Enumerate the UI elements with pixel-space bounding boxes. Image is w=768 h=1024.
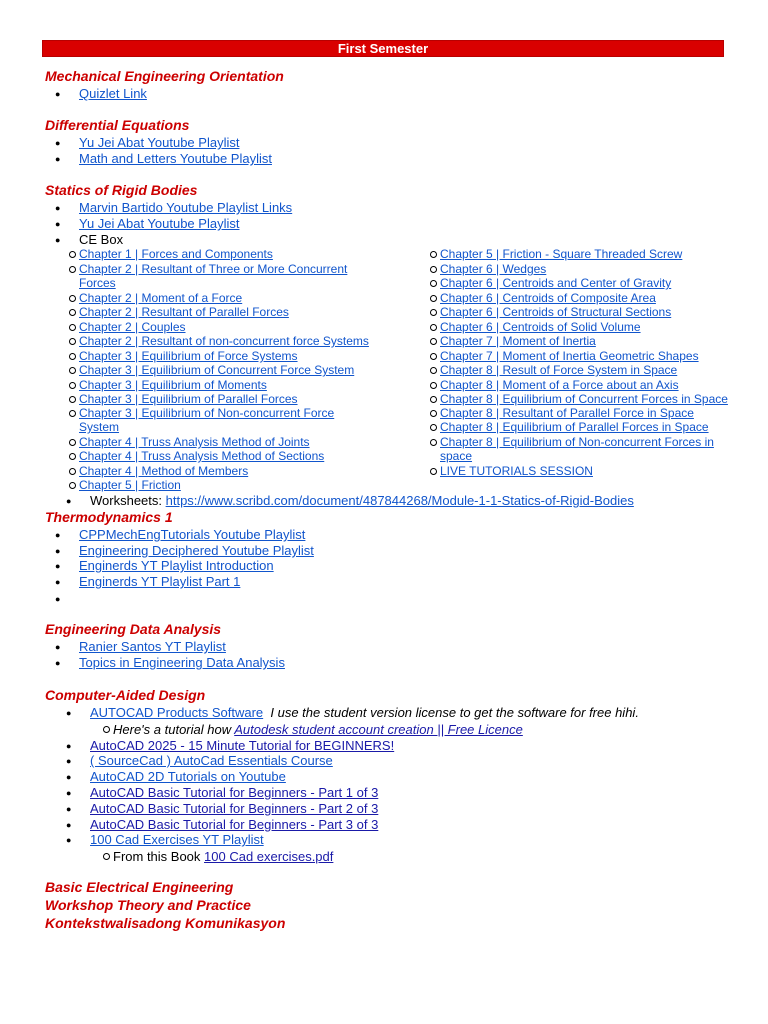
autodesk-account-link[interactable]: Autodesk student account creation || Free Licence: [234, 722, 523, 737]
chapter-link[interactable]: Chapter 6 | Centroids of Composite Area: [440, 291, 656, 305]
math-and-letters-playlist-link[interactable]: Math and Letters Youtube Playlist: [79, 151, 272, 166]
autocad-line: [90, 705, 639, 721]
chapter-link-continued[interactable]: System: [79, 420, 120, 434]
course-title-cad: Computer-Aided Design: [45, 687, 206, 703]
ce-box-label: ● CE Box: [79, 232, 123, 248]
enginerds-part1-link[interactable]: Enginerds YT Playlist Part 1: [79, 574, 241, 589]
chapter-link-continued[interactable]: space: [440, 449, 473, 463]
chapter-link[interactable]: Chapter 2 | Moment of a Force: [79, 291, 243, 305]
eda-topics-link[interactable]: Topics in Engineering Data Analysis: [79, 655, 285, 670]
chapter-link[interactable]: Chapter 3 | Equilibrium of Parallel Forces: [79, 392, 298, 406]
autocad-products-link[interactable]: AUTOCAD Products Software: [90, 705, 264, 720]
tutorial-line: [113, 722, 523, 737]
book-line: [113, 849, 333, 864]
chapter-link[interactable]: Chapter 6 | Centroids of Structural Sections: [440, 305, 672, 319]
chapter-link[interactable]: Chapter 8 | Equilibrium of Concurrent Forces in Space: [440, 392, 728, 406]
chapter-link[interactable]: Chapter 5 | Friction: [79, 478, 181, 492]
chapter-link[interactable]: Chapter 8 | Equilibrium of Parallel Forces in Space: [440, 420, 709, 434]
chapter-link[interactable]: Chapter 2 | Resultant of Three or More Concurrent: [79, 262, 348, 276]
book-prefix: From this Book: [113, 849, 205, 864]
autocad-basic-part1-link[interactable]: AutoCAD Basic Tutorial for Beginners - Part 1 of 3: [90, 785, 379, 800]
chapter-link[interactable]: Chapter 6 | Centroids and Center of Gravity: [440, 276, 672, 290]
empty-list-item: [79, 591, 80, 607]
worksheets-label: Worksheets:: [90, 493, 166, 508]
engineering-deciphered-link[interactable]: Engineering Deciphered Youtube Playlist: [79, 543, 314, 558]
worksheets-line: [90, 493, 634, 509]
course-title-workshop: Workshop Theory and Practice: [45, 897, 251, 913]
yu-jei-abat-playlist-link[interactable]: Yu Jei Abat Youtube Playlist: [79, 135, 240, 150]
chapter-link[interactable]: Chapter 4 | Method of Members: [79, 464, 249, 478]
course-title-komunikasyon: Kontekstwalisadong Komunikasyon: [45, 915, 286, 931]
worksheets-link[interactable]: https://www.scribd.com/document/487844268/Module-1-1-Statics-of-Rigid-Bodies: [165, 493, 634, 508]
chapter-link[interactable]: Chapter 2 | Resultant of non-concurrent force Systems: [79, 334, 369, 348]
chapter-link[interactable]: Chapter 8 | Moment of a Force about an Axis: [440, 378, 679, 392]
cad-exercises-pdf-link[interactable]: 100 Cad exercises.pdf: [204, 849, 334, 864]
chapter-link[interactable]: Chapter 2 | Resultant of Parallel Forces: [79, 305, 289, 319]
yu-jei-abat-statics-link[interactable]: Yu Jei Abat Youtube Playlist: [79, 216, 240, 231]
autocad-note: I use the student version license to get the software for free hihi.: [270, 705, 639, 720]
chapter-link[interactable]: Chapter 7 | Moment of Inertia: [440, 334, 596, 348]
chapter-link[interactable]: Chapter 4 | Truss Analysis Method of Sections: [79, 449, 325, 463]
chapter-link[interactable]: Chapter 3 | Equilibrium of Moments: [79, 378, 267, 392]
quizlet-link[interactable]: Quizlet Link: [79, 86, 147, 101]
chapter-link[interactable]: Chapter 2 | Couples: [79, 320, 186, 334]
marvin-bartido-playlist-link[interactable]: Marvin Bartido Youtube Playlist Links: [79, 200, 293, 215]
course-title-eda: Engineering Data Analysis: [45, 621, 222, 637]
sourcecad-link[interactable]: ( SourceCad ) AutoCad Essentials Course: [90, 753, 333, 768]
chapter-link[interactable]: Chapter 8 | Resultant of Parallel Force in Space: [440, 406, 694, 420]
chapter-link[interactable]: Chapter 3 | Equilibrium of Concurrent Force System: [79, 363, 355, 377]
course-title-basic-electrical: Basic Electrical Engineering: [45, 879, 234, 895]
chapter-link[interactable]: Chapter 4 | Truss Analysis Method of Joints: [79, 435, 310, 449]
live-tutorials-link[interactable]: LIVE TUTORIALS SESSION: [440, 464, 593, 478]
course-title-mech-orientation: Mechanical Engineering Orientation: [45, 68, 284, 84]
autocad-2025-link[interactable]: AutoCAD 2025 - 15 Minute Tutorial for BEGINNERS!: [90, 738, 395, 753]
chapter-link[interactable]: Chapter 6 | Centroids of Solid Volume: [440, 320, 641, 334]
chapter-link[interactable]: Chapter 7 | Moment of Inertia Geometric Shapes: [440, 349, 699, 363]
course-title-differential-equations: Differential Equations: [45, 117, 190, 133]
chapter-link[interactable]: Chapter 3 | Equilibrium of Force Systems: [79, 349, 298, 363]
course-title-thermodynamics: Thermodynamics 1: [45, 509, 173, 525]
chapter-link[interactable]: Chapter 8 | Equilibrium of Non-concurrent Forces in: [440, 435, 714, 449]
cad-exercises-playlist-link[interactable]: 100 Cad Exercises YT Playlist: [90, 832, 264, 847]
enginerds-intro-link[interactable]: Enginerds YT Playlist Introduction: [79, 558, 274, 573]
course-title-statics: Statics of Rigid Bodies: [45, 182, 198, 198]
chapter-link[interactable]: Chapter 8 | Result of Force System in Space: [440, 363, 678, 377]
chapter-link-continued[interactable]: Forces: [79, 276, 116, 290]
autocad-basic-part2-link[interactable]: AutoCAD Basic Tutorial for Beginners - Part 2 of 3: [90, 801, 379, 816]
chapter-link[interactable]: Chapter 5 | Friction - Square Threaded Screw: [440, 247, 683, 261]
semester-header: First Semester: [42, 40, 724, 57]
ranier-santos-link[interactable]: Ranier Santos YT Playlist: [79, 639, 226, 654]
chapter-link[interactable]: Chapter 6 | Wedges: [440, 262, 547, 276]
autocad-basic-part3-link[interactable]: AutoCAD Basic Tutorial for Beginners - Part 3 of 3: [90, 817, 379, 832]
cppmecheng-playlist-link[interactable]: CPPMechEngTutorials Youtube Playlist: [79, 527, 306, 542]
autocad-2d-link[interactable]: AutoCAD 2D Tutorials on Youtube: [90, 769, 286, 784]
tutorial-prefix: Here's a tutorial how: [113, 722, 235, 737]
chapter-link[interactable]: Chapter 1 | Forces and Components: [79, 247, 273, 261]
chapter-link[interactable]: Chapter 3 | Equilibrium of Non-concurrent Force: [79, 406, 335, 420]
